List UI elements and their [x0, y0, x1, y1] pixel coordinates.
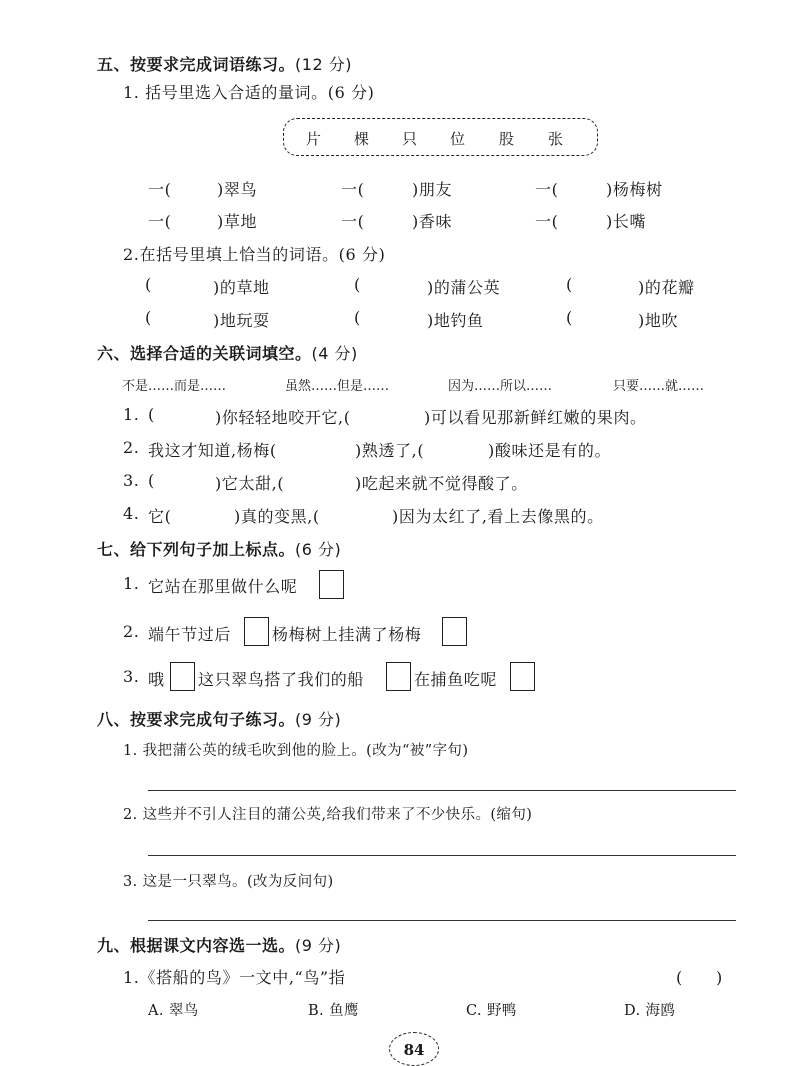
page-number-badge [389, 1032, 439, 1066]
word-option: 棵 [354, 130, 370, 148]
blank-word: )长嘴 [606, 212, 647, 231]
blank-word: )香味 [412, 212, 453, 231]
item-number: 2. [123, 438, 140, 457]
sentence-part: )真的变黑,( [234, 507, 320, 526]
sentence-part: )吃起来就不觉得酸了。 [355, 474, 528, 493]
choice-option[interactable]: A. 翠鸟 [148, 1003, 199, 1019]
blank-open[interactable]: 一( [341, 212, 365, 231]
section-5-q1: 1. 括号里选入合适的量词。(6 分) [123, 83, 375, 102]
rewrite-question: 1. 我把蒲公英的绒毛吹到他的脸上。(改为“被”字句) [123, 743, 469, 759]
section-8-title: 八、按要求完成句子练习。(9 分) [97, 710, 342, 729]
blank-open[interactable]: ( [145, 308, 152, 327]
blank-open[interactable]: ( [145, 275, 152, 294]
blank-word: )翠鸟 [217, 180, 258, 199]
conjunction-option: 不是……而是…… [122, 379, 227, 394]
item-number: 1. [123, 574, 140, 593]
punctuation-box[interactable] [386, 662, 411, 691]
sentence-part: 它( [148, 507, 172, 526]
conjunction-option: 虽然……但是…… [285, 379, 390, 394]
section-7-title: 七、给下列句子加上标点。(6 分) [97, 540, 342, 559]
blank-open[interactable]: 一( [341, 180, 365, 199]
section-5-title: 五、按要求完成词语练习。(12 分) [97, 55, 352, 74]
blank-open[interactable]: 一( [148, 212, 172, 231]
word-option: 片 [306, 130, 322, 148]
item-number: 2. [123, 622, 140, 641]
conjunction-option: 因为……所以…… [448, 379, 553, 394]
sentence-part: ( [148, 471, 155, 490]
page-number: 84 [403, 1041, 425, 1059]
item-number: 1. [123, 405, 140, 424]
sentence-part: 它站在那里做什么呢 [148, 577, 298, 596]
blank-open[interactable]: 一( [535, 180, 559, 199]
word-option: 位 [450, 130, 466, 148]
item-number: 3. [123, 667, 140, 686]
choice-option[interactable]: D. 海鸥 [624, 1003, 676, 1019]
sentence-part: 这只翠鸟搭了我们的船 [198, 670, 365, 689]
blank-word: )地吹 [638, 311, 679, 330]
measure-word-box [283, 118, 598, 156]
blank-word: )的花瓣 [638, 278, 695, 297]
blank-open[interactable]: ( [354, 308, 361, 327]
punctuation-box[interactable] [442, 617, 467, 646]
blank-open[interactable]: 一( [148, 180, 172, 199]
blank-word: )的草地 [213, 278, 270, 297]
choice-option[interactable]: C. 野鸭 [466, 1003, 517, 1019]
blank-word: )地钓鱼 [427, 311, 484, 330]
blank-word: )草地 [217, 212, 258, 231]
choice-question: 1.《搭船的鸟》一文中,“鸟”指 [123, 968, 346, 987]
sentence-part: )熟透了,( [355, 441, 425, 460]
answer-paren[interactable]: ( ) [676, 968, 723, 987]
sentence-part: 我这才知道,杨梅( [148, 441, 277, 460]
word-option: 只 [402, 130, 418, 148]
answer-line[interactable] [148, 790, 736, 791]
sentence-part: ( [148, 405, 155, 424]
item-number: 3. [123, 471, 140, 490]
item-number: 4. [123, 504, 140, 523]
word-option: 股 [499, 130, 515, 148]
conjunction-option: 只要……就…… [613, 379, 705, 394]
sentence-part: )它太甜,( [215, 474, 285, 493]
blank-word: )的蒲公英 [427, 278, 501, 297]
blank-open[interactable]: ( [566, 308, 573, 327]
punctuation-box[interactable] [170, 662, 195, 691]
rewrite-question: 2. 这些并不引人注目的蒲公英,给我们带来了不少快乐。(缩句) [123, 807, 533, 823]
blank-open[interactable]: 一( [535, 212, 559, 231]
blank-word: )朋友 [412, 180, 453, 199]
blank-word: )地玩耍 [213, 311, 270, 330]
choice-option[interactable]: B. 鱼鹰 [308, 1003, 359, 1019]
answer-line[interactable] [148, 855, 736, 856]
answer-line[interactable] [148, 920, 736, 921]
blank-open[interactable]: ( [566, 275, 573, 294]
punctuation-box[interactable] [244, 617, 269, 646]
blank-open[interactable]: ( [354, 275, 361, 294]
sentence-part: )因为太红了,看上去像黑的。 [392, 507, 604, 526]
sentence-part: 在捕鱼吃呢 [414, 670, 498, 689]
section-9-title: 九、根据课文内容选一选。(9 分) [97, 936, 342, 955]
punctuation-box[interactable] [510, 662, 535, 691]
sentence-part: )酸味还是有的。 [488, 441, 612, 460]
blank-word: )杨梅树 [606, 180, 663, 199]
sentence-part: )可以看见那新鲜红嫩的果肉。 [424, 408, 647, 427]
sentence-part: 杨梅树上挂满了杨梅 [272, 625, 422, 644]
word-option: 张 [548, 130, 564, 148]
sentence-part: 端午节过后 [148, 625, 232, 644]
sentence-part: )你轻轻地咬开它,( [215, 408, 351, 427]
punctuation-box[interactable] [319, 570, 344, 599]
rewrite-question: 3. 这是一只翠鸟。(改为反问句) [123, 874, 334, 890]
section-6-title: 六、选择合适的关联词填空。(4 分) [97, 344, 358, 363]
sentence-part: 哦 [148, 670, 165, 689]
section-5-q2: 2.在括号里填上恰当的词语。(6 分) [123, 245, 386, 264]
